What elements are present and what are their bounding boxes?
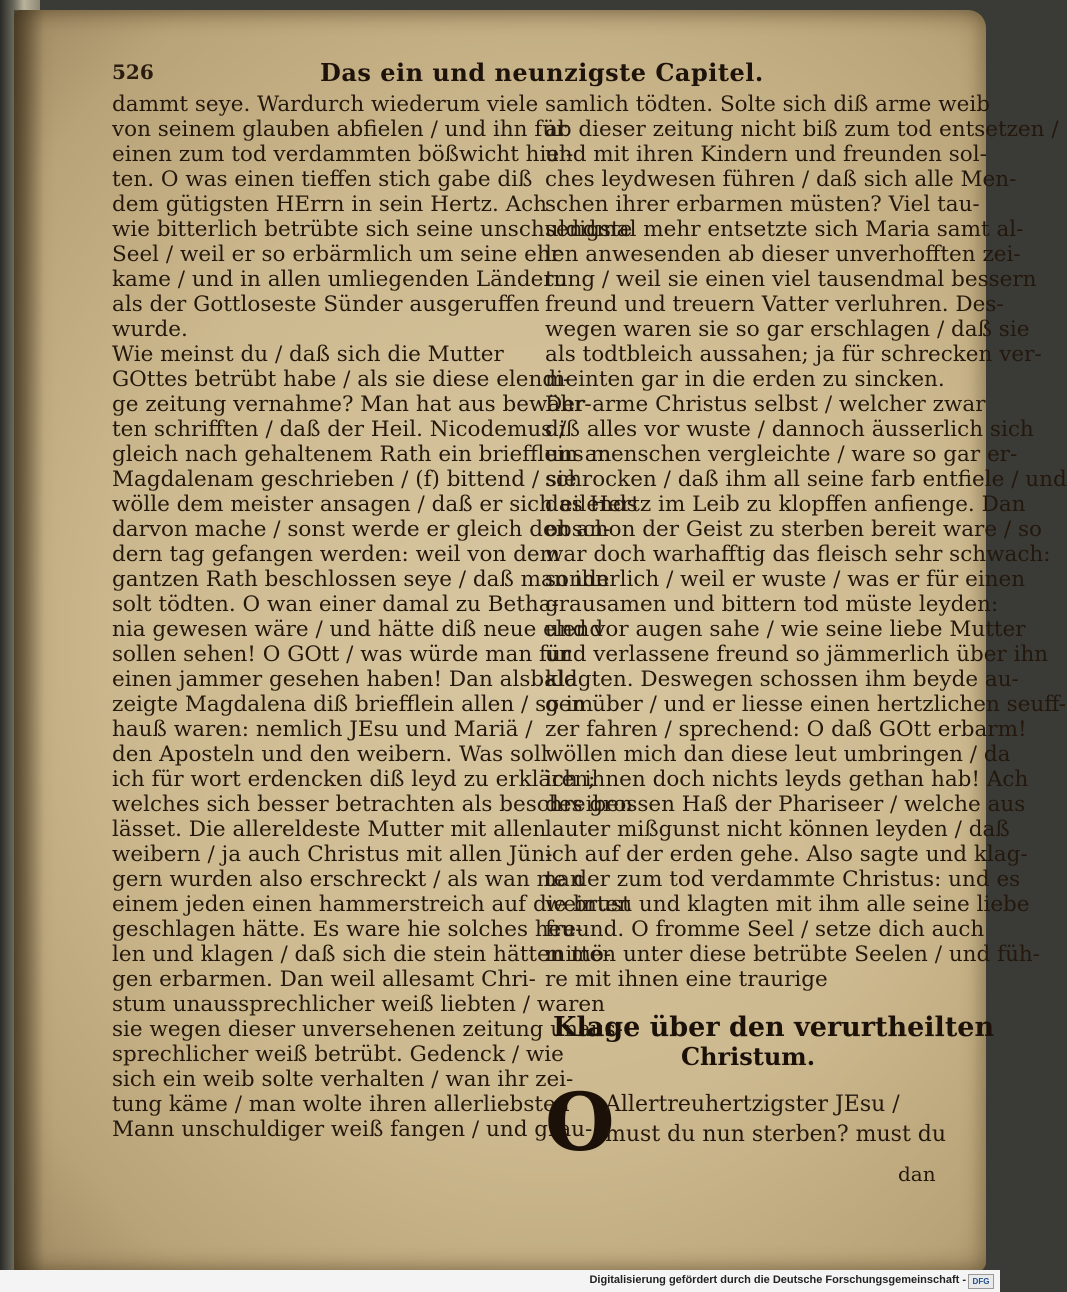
text-line: schrocken / daß ihm all seine farb entfiele / und bbox=[545, 467, 1067, 492]
text-line: den Aposteln und den weibern. Was soll bbox=[112, 742, 548, 767]
text-line: als der Gottloseste Sünder ausgeruffen bbox=[112, 292, 540, 317]
text-line: Mann unschuldiger weiß fangen / und grau- bbox=[112, 1117, 593, 1142]
text-line: weinten und klagten mit ihm alle seine liebe bbox=[545, 892, 1030, 917]
text-line: hauß waren: nemlich JEsu und Mariä / bbox=[112, 717, 533, 742]
text-line: nia gewesen wäre / und hätte diß neue elend bbox=[112, 617, 604, 642]
text-line: freund und treuern Vatter verluhren. Des- bbox=[545, 292, 1004, 317]
text-line: weibern / ja auch Christus mit allen Jün- bbox=[112, 842, 553, 867]
text-line: sprechlicher weiß betrübt. Gedenck / wie bbox=[112, 1042, 564, 1067]
text-line: GOttes betrübt habe / als sie diese elendi- bbox=[112, 367, 571, 392]
text-line: Der arme Christus selbst / welcher zwar bbox=[545, 392, 986, 417]
page-number: 526 bbox=[112, 60, 154, 84]
text-line: ten. O was einen tieffen stich gabe diß bbox=[112, 167, 533, 192]
text-line: gen erbarmen. Dan weil allesamt Chri- bbox=[112, 967, 536, 992]
text-line: klagten. Deswegen schossen ihm beyde au- bbox=[545, 667, 1019, 692]
text-line: len anwesenden ab dieser unverhofften zei- bbox=[545, 242, 1021, 267]
text-line: und verlassene freund so jämmerlich über ihn bbox=[545, 642, 1049, 667]
text-line: wurde. bbox=[112, 317, 188, 342]
running-title: Das ein und neunzigste Capitel. bbox=[320, 58, 764, 87]
text-line: wie bitterlich betrübte sich seine unschuldigste bbox=[112, 217, 633, 242]
text-line: ten schrifften / daß der Heil. Nicodemus / bbox=[112, 417, 567, 442]
text-line: einen jammer gesehen haben! Dan alsbald bbox=[112, 667, 578, 692]
text-line: ich auf der erden gehe. Also sagte und klag- bbox=[545, 842, 1028, 867]
text-line: Magdalenam geschrieben / (f) bittend / sie bbox=[112, 467, 577, 492]
text-line: des grossen Haß der Phariseer / welche aus bbox=[545, 792, 1026, 817]
text-line: schen ihrer erbarmen müsten? Viel tau- bbox=[545, 192, 980, 217]
page-header bbox=[0, 58, 1000, 90]
text-line: uns menschen vergleichte / ware so gar er- bbox=[545, 442, 1018, 467]
text-line: mitten unter diese betrübte Seelen / und füh- bbox=[545, 942, 1041, 967]
section-heading bbox=[553, 1012, 995, 1071]
text-line: wölle dem meister ansagen / daß er sich eilends bbox=[112, 492, 638, 517]
text-line: gen über / und er liesse einen hertzlichen seuff- bbox=[545, 692, 1067, 717]
text-line: dem gütigsten HErrn in sein Hertz. Ach bbox=[112, 192, 548, 217]
section-heading-line: Christum. bbox=[680, 1042, 816, 1071]
text-line: Seel / weil er so erbärmlich um seine ehr bbox=[112, 242, 562, 267]
text-line: te der zum tod verdammte Christus: und es bbox=[545, 867, 1021, 892]
text-line: dern tag gefangen werden: weil von dem bbox=[112, 542, 560, 567]
text-line: lässet. Die allereldeste Mutter mit allen bbox=[112, 817, 547, 842]
text-line: war doch warhafftig das fleisch sehr schwach: bbox=[545, 542, 1051, 567]
text-line: sich ein weib solte verhalten / wan ihr zei- bbox=[112, 1067, 574, 1092]
text-line: gantzen Rath beschlossen seye / daß man ihn bbox=[112, 567, 610, 592]
text-line: diß alles vor wuste / dannoch äusserlich sich bbox=[545, 417, 1034, 442]
text-line: sendmal mehr entsetzte sich Maria samt al- bbox=[545, 217, 1024, 242]
text-line: sollen sehen! O GOtt / was würde man für bbox=[112, 642, 572, 667]
text-line: ab dieser zeitung nicht biß zum tod entsetzen / bbox=[545, 117, 1059, 142]
text-line: tung / weil sie einen viel tausendmal bessern bbox=[545, 267, 1037, 292]
text-line: als todtbleich aussahen; ja für schrecken ver- bbox=[545, 342, 1042, 367]
catchword: dan bbox=[898, 1162, 936, 1186]
text-line: freund. O fromme Seel / setze dich auch bbox=[545, 917, 985, 942]
text-line: ich für wort erdencken diß leyd zu erklären; bbox=[112, 767, 596, 792]
text-line: samlich tödten. Solte sich diß arme weib bbox=[545, 92, 990, 117]
funding-credit: Digitalisierung gefördert durch die Deutsche Forschungsgemeinschaft - bbox=[589, 1274, 966, 1286]
text-line: gleich nach gehaltenem Rath ein briefflein an bbox=[112, 442, 612, 467]
text-line: sonderlich / weil er wuste / was er für einen bbox=[545, 567, 1026, 592]
text-line: Allertreuhertzigster JEsu / bbox=[605, 1092, 900, 1117]
text-line: sie wegen dieser unversehenen zeitung unaus- bbox=[112, 1017, 623, 1042]
text-line: solt tödten. O wan einer damal zu Betha- bbox=[112, 592, 559, 617]
drop-capital: O bbox=[545, 1075, 615, 1169]
text-line: re mit ihnen eine traurige bbox=[545, 967, 828, 992]
right-text-column bbox=[545, 92, 1067, 992]
page-gutter-shadow bbox=[14, 10, 44, 1272]
text-line: tung käme / man wolte ihren allerliebsten bbox=[112, 1092, 570, 1117]
text-line: das Hertz im Leib zu klopffen anfienge. Dan bbox=[545, 492, 1026, 517]
text-line: einen zum tod verdammten bößwicht hiel- bbox=[112, 142, 574, 167]
text-line: einem jeden einen hammerstreich auf die brust bbox=[112, 892, 631, 917]
text-line: ches leydwesen führen / daß sich alle Men- bbox=[545, 167, 1017, 192]
text-line: geschlagen hätte. Es ware hie solches heu- bbox=[112, 917, 583, 942]
text-line: obschon der Geist zu sterben bereit ware / so bbox=[545, 517, 1042, 542]
text-line: dammt seye. Wardurch wiederum viele bbox=[112, 92, 539, 117]
text-line: ge zeitung vernahme? Man hat aus bewähr- bbox=[112, 392, 592, 417]
text-line: wöllen mich dan diese leut umbringen / da bbox=[545, 742, 1011, 767]
text-line: kame / und in allen umliegenden Ländern bbox=[112, 267, 568, 292]
text-line: welches sich besser betrachten als beschreiben bbox=[112, 792, 633, 817]
text-line: ich ihnen doch nichts leyds gethan hab! Ach bbox=[545, 767, 1029, 792]
text-line: lauter mißgunst nicht können leyden / daß bbox=[545, 817, 1010, 842]
text-line: Wie meinst du / daß sich die Mutter bbox=[112, 342, 504, 367]
text-line: von seinem glauben abfielen / und ihn für bbox=[112, 117, 567, 142]
prayer-lines bbox=[605, 1090, 946, 1150]
text-line: und vor augen sahe / wie seine liebe Mutter bbox=[545, 617, 1026, 642]
dfg-logo: DFG bbox=[968, 1274, 994, 1289]
text-line: und mit ihren Kindern und freunden sol- bbox=[545, 142, 987, 167]
text-line: grausamen und bittern tod müste leyden: bbox=[545, 592, 999, 617]
left-text-column bbox=[112, 92, 638, 1142]
footer-bar bbox=[0, 1270, 1000, 1292]
section-heading-line: Klage über den verurtheilten bbox=[553, 1012, 995, 1043]
text-line: wegen waren sie so gar erschlagen / daß sie bbox=[545, 317, 1030, 342]
text-line: meinten gar in die erden zu sincken. bbox=[545, 367, 945, 392]
text-line: darvon mache / sonst werde er gleich den an- bbox=[112, 517, 611, 542]
text-line: stum unaussprechlicher weiß liebten / waren bbox=[112, 992, 605, 1017]
text-line: zeigte Magdalena diß briefflein allen / so im bbox=[112, 692, 594, 717]
text-line: gern wurden also erschreckt / als wan man bbox=[112, 867, 584, 892]
text-line: zer fahren / sprechend: O daß GOtt erbarm! bbox=[545, 717, 1027, 742]
text-line: len und klagen / daß sich die stein hätten mö- bbox=[112, 942, 612, 967]
text-line: must du nun sterben? must du bbox=[605, 1122, 947, 1147]
